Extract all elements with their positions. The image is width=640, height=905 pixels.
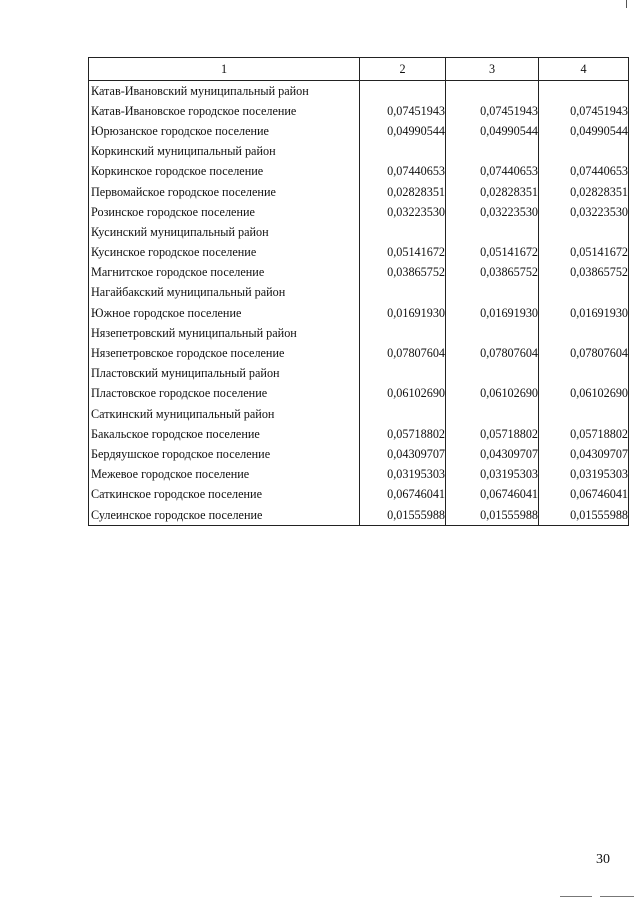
value-cell-col3 (446, 222, 539, 242)
value-cell-col4: 0,07807604 (539, 343, 629, 363)
settlement-row (89, 121, 629, 141)
settlement-row (89, 444, 629, 464)
value-cell-col4: 0,04990544 (539, 121, 629, 141)
value-cell-col3 (446, 364, 539, 384)
value-cell-col4: 0,03195303 (539, 465, 629, 485)
value-cell-col2 (360, 142, 446, 162)
settlement-row (89, 182, 629, 202)
value-cell-col3 (446, 323, 539, 343)
settlement-name: Розинское городское поселение (89, 202, 360, 222)
district-name: Пластовский муниципальный район (89, 364, 360, 384)
value-cell-col3: 0,04990544 (446, 121, 539, 141)
settlement-row (89, 263, 629, 283)
settlement-name: Юрюзанское городское поселение (89, 121, 360, 141)
value-cell-col4: 0,04309707 (539, 444, 629, 464)
value-cell-col4: 0,03865752 (539, 263, 629, 283)
settlement-name: Магнитское городское поселение (89, 263, 360, 283)
district-group-row (89, 323, 629, 343)
district-name: Нагайбакский муниципальный район (89, 283, 360, 303)
footer-rule-right (600, 896, 634, 897)
value-cell-col3 (446, 283, 539, 303)
settlement-row (89, 202, 629, 222)
settlement-name: Бакальское городское поселение (89, 424, 360, 444)
value-cell-col2: 0,03865752 (360, 263, 446, 283)
value-cell-col3: 0,05141672 (446, 243, 539, 263)
district-group-row (89, 364, 629, 384)
settlement-row (89, 485, 629, 505)
column-header-3: 3 (446, 58, 539, 81)
value-cell-col2: 0,04990544 (360, 121, 446, 141)
value-cell-col2 (360, 222, 446, 242)
district-group-row (89, 222, 629, 242)
district-name: Кусинский муниципальный район (89, 222, 360, 242)
settlement-row (89, 424, 629, 444)
settlement-name: Первомайское городское поселение (89, 182, 360, 202)
settlement-row (89, 101, 629, 121)
value-cell-col3 (446, 404, 539, 424)
settlement-name: Южное городское поселение (89, 303, 360, 323)
page-edge-mark (626, 0, 627, 8)
value-cell-col4: 0,02828351 (539, 182, 629, 202)
settlement-name: Бердяушское городское поселение (89, 444, 360, 464)
district-name: Катав-Ивановский муниципальный район (89, 81, 360, 102)
value-cell-col4 (539, 81, 629, 102)
value-cell-col4: 0,01555988 (539, 505, 629, 526)
value-cell-col4: 0,03223530 (539, 202, 629, 222)
settlement-name: Пластовское городское поселение (89, 384, 360, 404)
value-cell-col3: 0,01555988 (446, 505, 539, 526)
value-cell-col4: 0,05718802 (539, 424, 629, 444)
value-cell-col4: 0,06102690 (539, 384, 629, 404)
settlement-row (89, 303, 629, 323)
value-cell-col4: 0,06746041 (539, 485, 629, 505)
value-cell-col2: 0,02828351 (360, 182, 446, 202)
value-cell-col2: 0,06102690 (360, 384, 446, 404)
value-cell-col2: 0,07807604 (360, 343, 446, 363)
value-cell-col3: 0,03195303 (446, 465, 539, 485)
district-name: Коркинский муниципальный район (89, 142, 360, 162)
district-name: Саткинский муниципальный район (89, 404, 360, 424)
column-header-4: 4 (539, 58, 629, 81)
value-cell-col4 (539, 222, 629, 242)
value-cell-col3 (446, 81, 539, 102)
settlement-row (89, 465, 629, 485)
district-group-row (89, 142, 629, 162)
value-cell-col4 (539, 283, 629, 303)
value-cell-col4: 0,05141672 (539, 243, 629, 263)
value-cell-col4 (539, 323, 629, 343)
settlement-name: Кусинское городское поселение (89, 243, 360, 263)
value-cell-col2: 0,01555988 (360, 505, 446, 526)
table-header-row (89, 58, 629, 81)
value-cell-col2: 0,03195303 (360, 465, 446, 485)
value-cell-col3: 0,07451943 (446, 101, 539, 121)
settlement-name: Саткинское городское поселение (89, 485, 360, 505)
value-cell-col4: 0,07440653 (539, 162, 629, 182)
value-cell-col3: 0,06102690 (446, 384, 539, 404)
settlement-name: Катав-Ивановское городское поселение (89, 101, 360, 121)
value-cell-col2 (360, 323, 446, 343)
district-group-row (89, 81, 629, 102)
settlement-row (89, 243, 629, 263)
value-cell-col3: 0,01691930 (446, 303, 539, 323)
value-cell-col3: 0,02828351 (446, 182, 539, 202)
value-cell-col2: 0,07451943 (360, 101, 446, 121)
value-cell-col4 (539, 142, 629, 162)
settlement-name: Нязепетровское городское поселение (89, 343, 360, 363)
settlement-name: Коркинское городское поселение (89, 162, 360, 182)
value-cell-col2: 0,06746041 (360, 485, 446, 505)
value-cell-col3 (446, 142, 539, 162)
value-cell-col3: 0,03223530 (446, 202, 539, 222)
coefficients-table (88, 57, 629, 526)
value-cell-col3: 0,04309707 (446, 444, 539, 464)
value-cell-col4 (539, 404, 629, 424)
value-cell-col2: 0,03223530 (360, 202, 446, 222)
settlement-name: Сулеинское городское поселение (89, 505, 360, 526)
value-cell-col2 (360, 81, 446, 102)
value-cell-col2 (360, 364, 446, 384)
value-cell-col2 (360, 283, 446, 303)
value-cell-col4: 0,07451943 (539, 101, 629, 121)
district-group-row (89, 404, 629, 424)
district-name: Нязепетровский муниципальный район (89, 323, 360, 343)
value-cell-col4 (539, 364, 629, 384)
page-number: 30 (596, 852, 610, 867)
settlement-row (89, 343, 629, 363)
value-cell-col2: 0,05141672 (360, 243, 446, 263)
value-cell-col3: 0,06746041 (446, 485, 539, 505)
value-cell-col2: 0,01691930 (360, 303, 446, 323)
value-cell-col3: 0,05718802 (446, 424, 539, 444)
value-cell-col2: 0,04309707 (360, 444, 446, 464)
value-cell-col2: 0,05718802 (360, 424, 446, 444)
value-cell-col4: 0,01691930 (539, 303, 629, 323)
settlement-row (89, 505, 629, 526)
value-cell-col2: 0,07440653 (360, 162, 446, 182)
settlement-row (89, 162, 629, 182)
column-header-1: 1 (89, 58, 360, 81)
value-cell-col3: 0,07440653 (446, 162, 539, 182)
settlement-row (89, 384, 629, 404)
value-cell-col3: 0,03865752 (446, 263, 539, 283)
footer-rule-left (560, 896, 592, 897)
table-body (89, 81, 629, 526)
district-group-row (89, 283, 629, 303)
value-cell-col2 (360, 404, 446, 424)
column-header-2: 2 (360, 58, 446, 81)
settlement-name: Межевое городское поселение (89, 465, 360, 485)
value-cell-col3: 0,07807604 (446, 343, 539, 363)
